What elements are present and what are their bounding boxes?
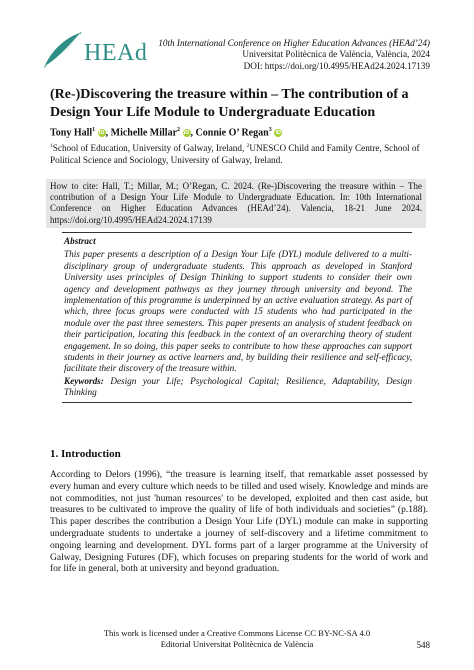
author-list: Tony Hall$^1$ iD, Michelle Millar$^2$ iD, Connie O’ Regan$^3$ iD	[50, 127, 281, 139]
conference-university: Universitat Politècnica de València, València, 2024	[242, 49, 430, 60]
leaf-logo-icon	[40, 30, 84, 72]
orcid-icon[interactable]: iD	[98, 130, 105, 137]
author-name: Connie O’ Regan	[195, 127, 269, 139]
keywords-label: Keywords:	[64, 376, 104, 386]
conference-header	[158, 38, 430, 72]
affiliations: $^1$School of Education, University of Galway, Ireland, $^2$UNESCO Child and Family Centre, School of Political Science and Sociology, University of Galway, Ireland.	[50, 143, 420, 165]
abstract-text: This paper presents a description of a Design Your Life (DYL) module delivered to a multi-disciplinary group of undergraduate students. This approach as developed in Stanford University uses principles of Design Thinking to support students to consider their own agency and development pathways as they journey through university and beyond. The implementation of this programme is underpinned by an active evaluation strategy. As part of which, three focus groups were conducted with 15 students who had participated in the module over the past three semesters. This paper presents an analysis of student feedback on their participation, locating this feedback in the context of an overarching theory of student engagement. In so doing, this paper seeks to contribute to how these approaches can support students in their journey as active learners and, by building their resilience and self-efficacy, facilitate their discovery of the treasure within.	[64, 249, 412, 374]
paper-title: (Re-)Discovering the treasure within – The contribution of a Design Your Life Module to Undergraduate Education	[50, 87, 409, 120]
publisher-text: Editorial Universitat Politècnica de València	[160, 639, 314, 649]
how-to-cite: How to cite: Hall, T.; Millar, M.; O’Regan, C. 2024. (Re-)Discovering the treasure within – The contribution of a Design Your Life Module to Undergraduate Education. In: 10th International Conference on Higher Education Advances (HEAd’24). Valencia, 18-21 June 2024. https://doi.org/10.4995/HEAd24.2024.17139	[46, 179, 426, 228]
conference-name: 10th International Conference on Higher Education Advances (HEAd’24)	[158, 38, 430, 48]
introduction-body	[50, 470, 428, 576]
conference-doi[interactable]: DOI: https://doi.org/10.4995/HEAd24.2024.17139	[243, 60, 430, 71]
author-name: Michelle Millar	[110, 127, 178, 139]
abstract-heading: Abstract	[64, 236, 96, 246]
abstract-block	[64, 236, 412, 375]
orcid-icon[interactable]: iD	[275, 130, 281, 137]
page-footer	[0, 628, 474, 650]
keywords	[64, 376, 412, 399]
introduction-paragraph: According to Delors (1996), “the treasure is learning itself, that remarkable asset possessed by every human and every culture which needs to be tilled and used wisely. Knowledge and minds are not commodities, not just 'human resources' to be developed, exploited and then cast aside, but treasures to be cultivated to improve the quality of life of both individuals and societies” (p.188). This paper describes the contribution a Design Your Life (DYL) module can make in supporting undergraduate students to undertake a journey of self-discovery and a lifetime commitment to ongoing learning and development. DYL forms part of a larger programme at the University of Galway, Designing Futures (DF), which focuses on preparing students for the world of work and for life in general, both at university and beyond graduation.	[50, 470, 428, 575]
author-name: Tony Hall	[50, 127, 93, 139]
page-number: 548	[416, 640, 430, 650]
affiliation-1: School of Education, University of Galway, Ireland,	[52, 143, 247, 154]
orcid-icon[interactable]: iD	[183, 130, 190, 137]
abstract-bottom-rule	[62, 402, 412, 403]
affiliation-2: UNESCO Child and Family Centre, School of Political Science and Sociology, University of Galway, Ireland.	[50, 143, 420, 165]
abstract-top-rule	[62, 232, 412, 233]
logo-text: HEAd	[84, 40, 148, 66]
keywords-text: Design your Life; Psychological Capital; Resilience, Adaptability, Design Thinking	[64, 376, 412, 398]
license-text: This work is licensed under a Creative Commons License CC BY-NC-SA 4.0	[103, 628, 371, 638]
section-heading: 1. Introduction	[50, 448, 121, 460]
